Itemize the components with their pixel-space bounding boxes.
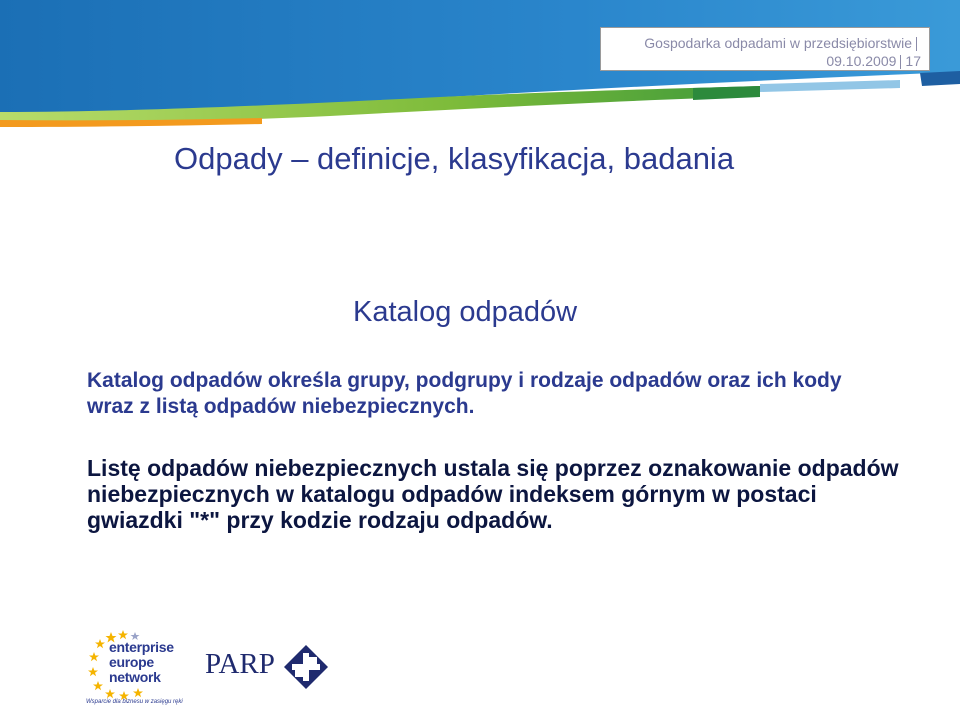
slide-subtitle: Katalog odpadów	[353, 296, 578, 328]
header-separator	[916, 37, 917, 51]
presentation-date: 09.10.2009	[826, 53, 897, 69]
parp-wordmark: PARP	[205, 648, 275, 680]
een-word-network: network	[109, 669, 161, 685]
een-word-enterprise: enterprise	[109, 639, 174, 655]
header-info-box	[600, 27, 930, 71]
slide-title: Odpady – definicje, klasyfikacja, badania	[174, 141, 735, 176]
hazardous-list-description: Listę odpadów niebezpiecznych ustala się poprzez oznakowanie odpadów niebezpiecznych w katalogu odpadów indeksem górnym w postaci gwiazdki "*" przy kodzie rodzaju odpadów.	[87, 455, 899, 533]
catalog-description: Katalog odpadów określa grupy, podgrupy i rodzaje odpadów oraz ich kody wraz z listą odpadów niebezpiecznych.	[87, 369, 842, 418]
parp-diamond-icon	[283, 644, 329, 690]
presentation-title: Gospodarka odpadami w przedsiębiorstwie	[644, 35, 912, 51]
een-word-europe: europe	[109, 654, 154, 670]
header-separator	[900, 55, 901, 69]
header-row2	[601, 52, 921, 70]
page-number: 17	[905, 53, 921, 69]
parp-logo	[205, 644, 330, 690]
een-tagline: Wsparcie dla biznesu w zasięgu ręki	[86, 699, 183, 705]
enterprise-europe-network-logo	[86, 628, 183, 711]
